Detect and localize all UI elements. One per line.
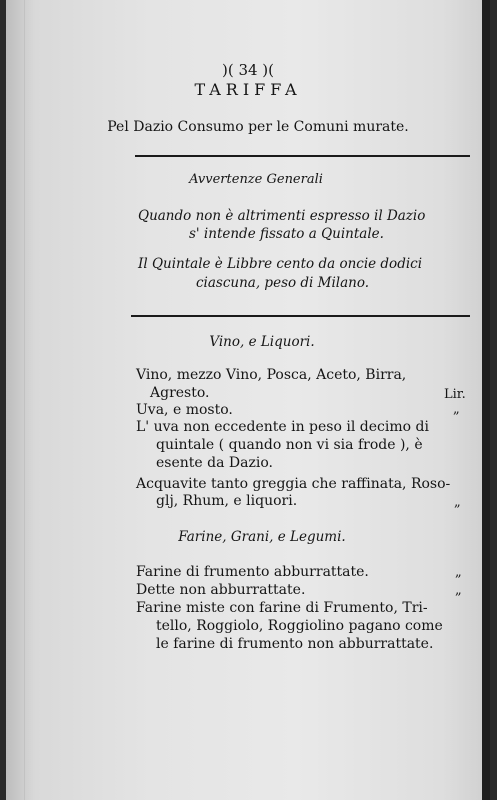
book-page — [6, 0, 490, 800]
general-note-2-line-2: ciascuna, peso di Milano. — [196, 275, 370, 291]
document-subtitle: Pel Dazio Consumo per le Comuni murate. — [107, 119, 409, 135]
general-note-1-line-2: s' intende fissato a Quintale. — [189, 226, 384, 242]
wine-item-1-line-1: Vino, mezzo Vino, Posca, Aceto, Birra, — [136, 367, 407, 383]
wine-item-4-line-2: glj, Rhum, e liquori. — [156, 493, 298, 509]
wine-item-2-mark: „ — [453, 402, 460, 417]
flour-item-2: Dette non abburrattate. — [136, 582, 306, 598]
flour-item-3-line-3: le farine di frumento non abburrattate. — [156, 636, 434, 652]
divider-bottom — [131, 315, 470, 317]
general-note-2-line-1: Il Quintale è Libbre cento da oncie dodici — [138, 256, 423, 272]
section-flours-heading: Farine, Grani, e Legumi. — [178, 529, 346, 545]
wine-item-1-line-2: Agresto. — [150, 385, 210, 401]
flour-item-1: Farine di frumento abburrattate. — [136, 564, 369, 580]
wine-item-4-line-1: Acquavite tanto greggia che raffinata, Roso- — [136, 476, 451, 492]
general-notes-heading: Avvertenze Generali — [189, 172, 323, 187]
flour-item-1-mark: „ — [455, 565, 462, 580]
page-number: )( 34 )( — [221, 61, 275, 79]
flour-item-2-mark: „ — [455, 583, 462, 598]
wine-item-3-line-2: quintale ( quando non vi sia frode ), è — [156, 437, 423, 453]
flour-item-3-line-2: tello, Roggiolo, Roggiolino pagano come — [156, 618, 443, 634]
flour-item-3-line-1: Farine miste con farine di Frumento, Tri- — [136, 600, 428, 616]
general-note-1-line-1: Quando non è altrimenti espresso il Dazio — [138, 208, 426, 224]
wine-item-3-line-1: L' uva non eccedente in peso il decimo di — [136, 419, 429, 435]
wine-item-4-mark: „ — [454, 495, 461, 510]
divider-top — [135, 155, 470, 157]
document-title: TARIFFA — [194, 80, 302, 99]
section-wines-heading: Vino, e Liquori. — [209, 334, 315, 350]
wine-item-3-line-3: esente da Dazio. — [156, 455, 273, 471]
wine-item-2: Uva, e mosto. — [136, 402, 233, 418]
wine-item-1-unit: Lir. — [444, 387, 466, 402]
